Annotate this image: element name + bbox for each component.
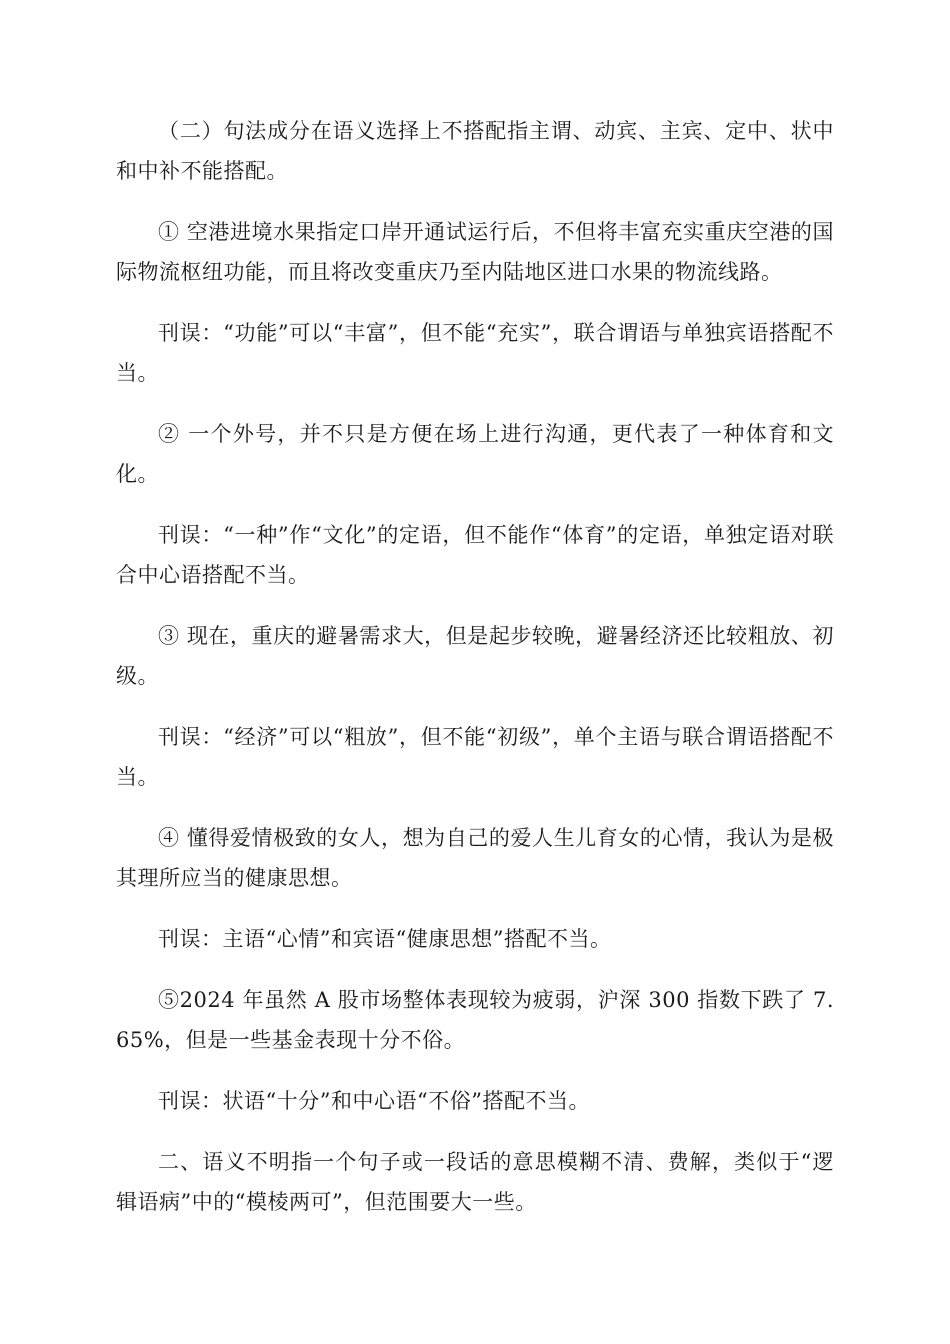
paragraph-section-heading: （二）句法成分在语义选择上不搭配指主谓、动宾、主宾、定中、状中和中补不能搭配。 [116, 119, 834, 183]
paragraph-correction-1: 刊误：“功能”可以“丰富”，但不能“充实”，联合谓语与单独宾语搭配不当。 [116, 321, 834, 385]
paragraph-example-4: ④ 懂得爱情极致的女人，想为自己的爱人生儿育女的心情，我认为是极其理所应当的健康思想。 [116, 826, 834, 890]
paragraph-example-5: ⑤2024 年虽然 A 股市场整体表现较为疲弱，沪深 300 指数下跌了 7.65%，但是一些基金表现十分不俗。 [116, 988, 834, 1052]
paragraph-correction-3: 刊误：“经济”可以“粗放”，但不能“初级”，单个主语与联合谓语搭配不当。 [116, 725, 834, 789]
paragraph-example-2: ② 一个外号，并不只是方便在场上进行沟通，更代表了一种体育和文化。 [116, 422, 834, 486]
document-body [116, 111, 834, 1243]
paragraph-correction-2: 刊误：“一种”作“文化”的定语，但不能作“体育”的定语，单独定语对联合中心语搭配不当。 [116, 523, 834, 587]
paragraph-example-1: ① 空港进境水果指定口岸开通试运行后，不但将丰富充实重庆空港的国际物流枢纽功能，而且将改变重庆乃至内陆地区进口水果的物流线路。 [116, 220, 834, 284]
paragraph-correction-5: 刊误：状语“十分”和中心语“不俗”搭配不当。 [158, 1089, 590, 1113]
paragraph-example-3: ③ 现在，重庆的避暑需求大，但是起步较晚，避暑经济还比较粗放、初级。 [116, 624, 834, 688]
paragraph-correction-4: 刊误：主语“心情”和宾语“健康思想”搭配不当。 [158, 927, 612, 951]
paragraph-section-two: 二、语义不明指一个句子或一段话的意思模糊不清、费解，类似于“逻辑语病”中的“模棱两可”，但范围要大一些。 [116, 1150, 834, 1214]
